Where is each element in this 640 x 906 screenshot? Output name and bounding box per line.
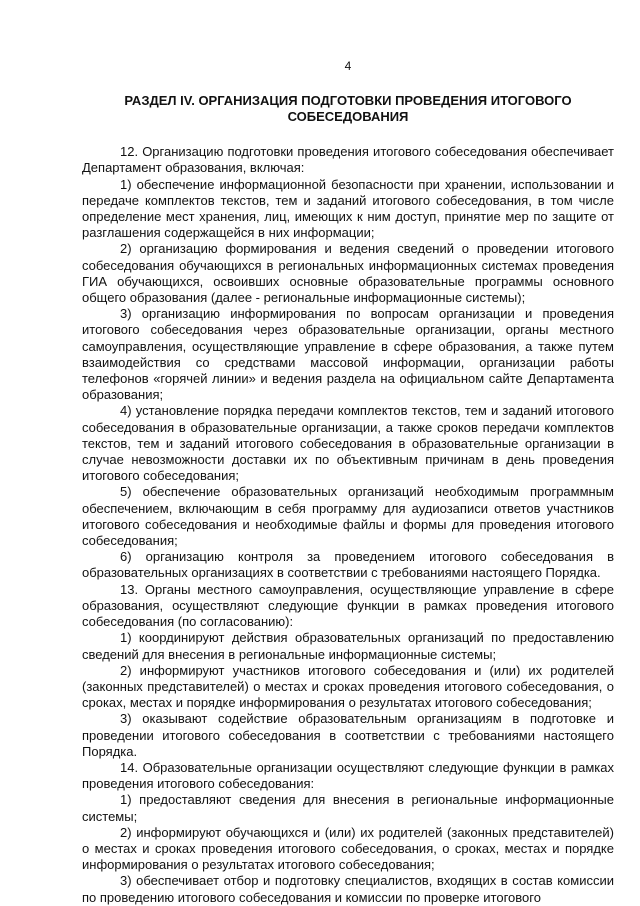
section-title-line-1: РАЗДЕЛ IV. ОРГАНИЗАЦИЯ ПОДГОТОВКИ ПРОВЕДЕНИЯ ИТОГОВОГО [124, 93, 572, 109]
paragraph-12-item-4: 4) установление порядка передачи комплектов текстов, тем и заданий итогового собеседования в образовательные организации, а также сроков передачи комплектов текстов, тем и заданий итогового собеседования в образовательные организации в случае невозможности доставки их по объективным причинам в день проведения итогового собеседования; [82, 403, 614, 484]
section-title-line-2: СОБЕСЕДОВАНИЯ [287, 109, 409, 125]
paragraph-13-item-1: 1) координируют действия образовательных организаций по предоставлению сведений для внесения в региональные информационные системы; [82, 630, 614, 662]
paragraph-13: 13. Органы местного самоуправления, осуществляющие управление в сфере образования, осуществляют следующие функции в рамках проведения итогового собеседования (по согласованию): [82, 581, 614, 630]
paragraph-12: 12. Организацию подготовки проведения итогового собеседования обеспечивает Департамент образования, включая: [82, 144, 614, 176]
paragraph-12-item-5: 5) обеспечение образовательных организаций необходимым программным обеспечением, включающим в себя программу для аудиозаписи ответов участников итогового собеседования и необходимые файлы и формы для проведения итогового собеседования; [82, 484, 614, 549]
paragraph-14-item-3: 3) обеспечивает отбор и подготовку специалистов, входящих в состав комиссии по проведению итогового собеседования и комиссии по проверке итогового [82, 873, 614, 905]
paragraph-12-item-3: 3) организацию информирования по вопросам организации и проведения итогового собеседования через образовательные организации, органы местного самоуправления, осуществляющие управление в сфере образования, а также путем взаимодействия со средствами массовой информации, организации работы телефонов «горячей линии» и ведения раздела на официальном сайте Департамента образования; [82, 306, 614, 403]
paragraph-14-item-1: 1) предоставляют сведения для внесения в региональные информационные системы; [82, 792, 614, 824]
paragraph-13-item-3: 3) оказывают содействие образовательным организациям в подготовке и проведении итогового собеседования в соответствии с требованиями настоящего Порядка. [82, 711, 614, 759]
paragraph-14-item-2: 2) информируют обучающихся и (или) их родителей (законных представителей) о местах и сроках проведения итогового собеседования, о сроках, местах и порядке информирования о результатах итогового собеседования; [82, 824, 614, 873]
page-number: 4 [344, 59, 352, 73]
paragraph-12-item-6: 6) организацию контроля за проведением итогового собеседования в образовательных организациях в соответствии с требованиями настоящего Порядка. [82, 549, 614, 581]
paragraph-12-item-2: 2) организацию формирования и ведения сведений о проведении итогового собеседования обучающихся в региональных информационных системах проведения ГИА обучающихся, освоивших основные образовательные программы основного общего образования (далее - региональные информационные системы); [82, 241, 614, 306]
paragraph-12-item-1: 1) обеспечение информационной безопасности при хранении, использовании и передаче комплектов текстов, тем и заданий итогового собеседования, в том числе определение мест хранения, лиц, имеющих к ним доступ, принятие мер по защите от разглашения содержащейся в них информации; [82, 176, 614, 241]
document-body [82, 144, 614, 906]
section-title [82, 93, 614, 125]
paragraph-13-item-2: 2) информируют участников итогового собеседования и (или) их родителей (законных представителей) о местах и сроках проведения итогового собеседования, о сроках, местах и порядке информирования о результатах итогового собеседования; [82, 662, 614, 711]
paragraph-14: 14. Образовательные организации осуществляют следующие функции в рамках проведения итогового собеседования: [82, 759, 614, 792]
